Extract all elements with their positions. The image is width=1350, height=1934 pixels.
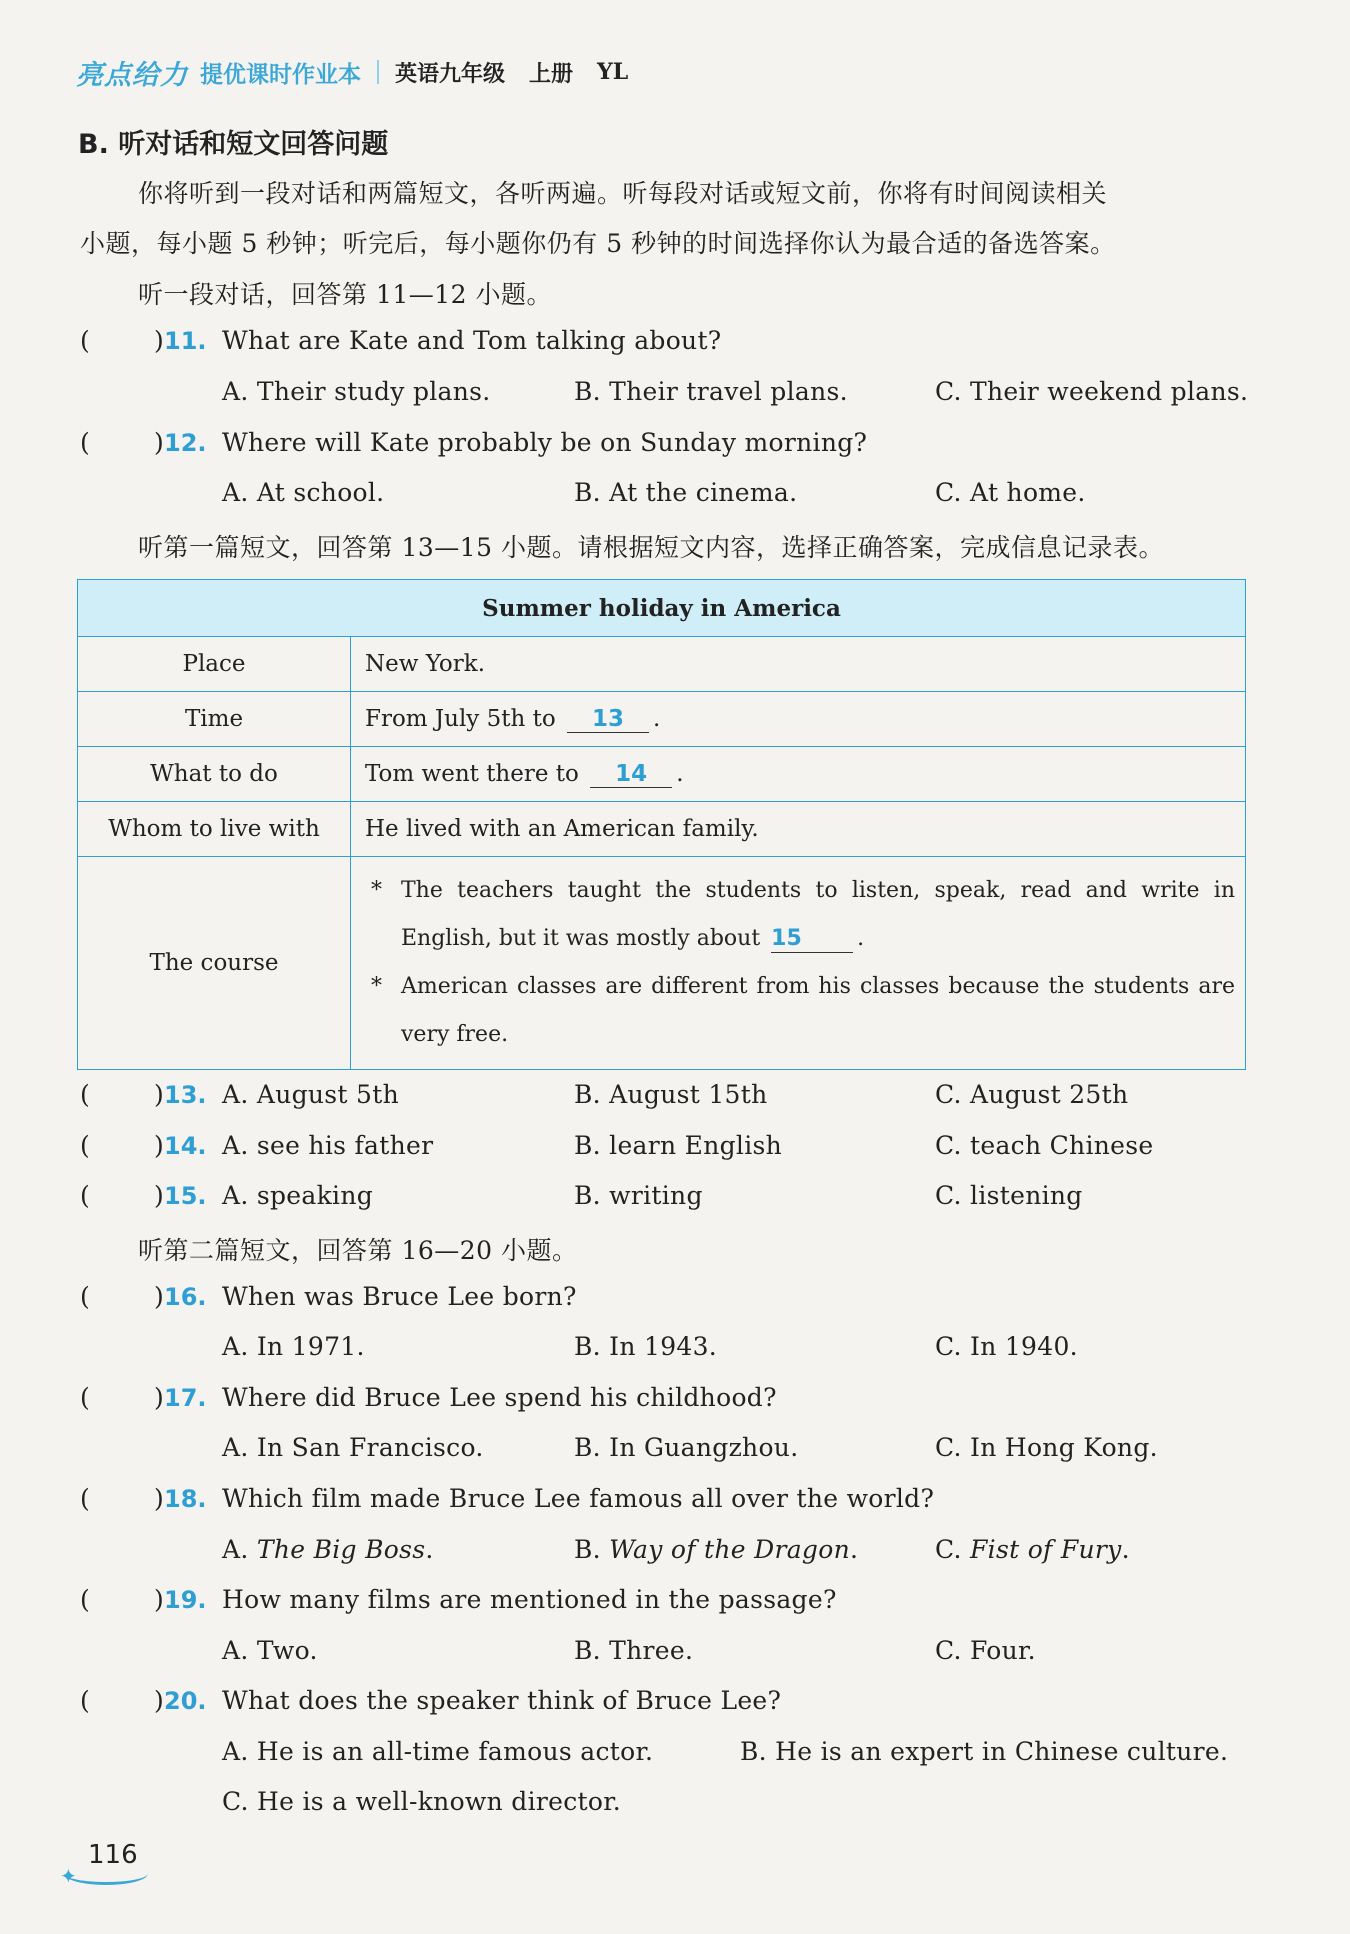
option-b[interactable]: B. writing (574, 1181, 703, 1210)
option-period: . (425, 1535, 434, 1564)
question-text: Where did Bruce Lee spend his childhood? (222, 1383, 777, 1412)
option-a[interactable]: A. In 1971. (222, 1332, 365, 1361)
option-a[interactable]: A. He is an all-time famous actor. (222, 1737, 654, 1766)
film-title: The Big Boss (256, 1535, 426, 1564)
answer-bracket-open[interactable]: ( (80, 1181, 90, 1210)
option-a[interactable]: A. see his father (222, 1131, 434, 1160)
answer-bracket-close: ) (154, 1131, 164, 1160)
row-value-text: Tom went there to (365, 760, 579, 787)
answer-bracket-open[interactable]: ( (80, 1131, 90, 1160)
table-row (78, 692, 1246, 747)
volume-label: 上册 (529, 61, 574, 87)
option-a[interactable]: A. August 5th (222, 1080, 399, 1109)
option-c[interactable]: C. Their weekend plans. (935, 377, 1249, 406)
option-a[interactable] (222, 1535, 434, 1564)
option-b[interactable]: B. He is an expert in Chinese culture. (740, 1737, 1229, 1766)
page-header (76, 52, 628, 92)
question-text: Where will Kate probably be on Sunday morning? (222, 428, 868, 457)
option-b[interactable]: B. In Guangzhou. (574, 1433, 799, 1462)
course-details (351, 857, 1246, 1070)
answer-bracket-close: ) (154, 428, 164, 457)
instructions-line-1: 你将听到一段对话和两篇短文，各听两遍。听每段对话或短文前，你将有时间阅读相关 (138, 179, 1108, 208)
option-c[interactable] (935, 1535, 1130, 1564)
table-row (78, 802, 1246, 857)
question-text: Which film made Bruce Lee famous all over the world? (222, 1484, 935, 1513)
course-bullet-1 (371, 867, 1235, 963)
answer-bracket-open[interactable]: ( (80, 326, 90, 355)
option-b[interactable]: B. August 15th (574, 1080, 768, 1109)
question-text: What does the speaker think of Bruce Lee? (222, 1686, 782, 1715)
passage1-instruction: 听第一篇短文，回答第 13—15 小题。请根据短文内容，选择正确答案，完成信息记录表。 (138, 533, 1165, 562)
question-number: 17. (164, 1384, 207, 1412)
row-label: Place (78, 637, 351, 692)
table-row (78, 637, 1246, 692)
answer-bracket-open[interactable]: ( (80, 1585, 90, 1614)
answer-bracket-open[interactable]: ( (80, 1686, 90, 1715)
question-text: What are Kate and Tom talking about? (222, 326, 722, 355)
option-a[interactable]: A. Two. (222, 1636, 318, 1665)
option-c[interactable]: C. August 25th (935, 1080, 1129, 1109)
row-value (351, 747, 1246, 802)
row-label: The course (78, 857, 351, 1070)
option-a[interactable]: A. speaking (222, 1181, 374, 1210)
answer-bracket-close: ) (154, 1484, 164, 1513)
option-b[interactable]: B. learn English (574, 1131, 783, 1160)
option-c[interactable]: C. At home. (935, 478, 1086, 507)
option-c[interactable]: C. In Hong Kong. (935, 1433, 1158, 1462)
row-value: He lived with an American family. (351, 802, 1246, 857)
table-row (78, 857, 1246, 1070)
bullet-period: . (857, 926, 865, 951)
row-value (351, 692, 1246, 747)
film-title: Way of the Dragon (609, 1535, 850, 1564)
row-label: What to do (78, 747, 351, 802)
option-b[interactable] (574, 1535, 858, 1564)
answer-bracket-open[interactable]: ( (80, 1080, 90, 1109)
option-c[interactable]: C. He is a well-known director. (222, 1787, 621, 1816)
option-a[interactable]: A. At school. (222, 478, 385, 507)
option-c[interactable]: C. listening (935, 1181, 1083, 1210)
answer-bracket-close: ) (154, 1585, 164, 1614)
edition-label: YL (597, 59, 629, 85)
question-number: 16. (164, 1283, 207, 1311)
option-period: . (1121, 1535, 1130, 1564)
option-b[interactable]: B. At the cinema. (574, 478, 798, 507)
question-number: 12. (164, 429, 207, 457)
answer-bracket-close: ) (154, 1181, 164, 1210)
blank-15[interactable]: 15 (771, 926, 853, 953)
option-letter: B. (574, 1535, 610, 1564)
brand-logo: 亮点给力 (76, 59, 188, 91)
question-number: 13. (164, 1081, 207, 1109)
question-number: 14. (164, 1132, 207, 1160)
question-text: How many films are mentioned in the passage? (222, 1585, 837, 1614)
book-subtitle: 提优课时作业本 (200, 61, 361, 88)
answer-bracket-close: ) (154, 1282, 164, 1311)
option-b[interactable]: B. Three. (574, 1636, 694, 1665)
table-row (78, 747, 1246, 802)
table-title: Summer holiday in America (78, 580, 1246, 637)
row-label: Whom to live with (78, 802, 351, 857)
option-period: . (849, 1535, 859, 1564)
question-number: 15. (164, 1182, 207, 1210)
row-value-text: From July 5th to (365, 705, 556, 732)
answer-bracket-close: ) (154, 326, 164, 355)
answer-bracket-close: ) (154, 1383, 164, 1412)
blank-14[interactable]: 14 (590, 761, 672, 788)
header-divider (377, 60, 379, 84)
row-label: Time (78, 692, 351, 747)
option-c[interactable]: C. teach Chinese (935, 1131, 1154, 1160)
option-a[interactable]: A. Their study plans. (222, 377, 491, 406)
question-number: 19. (164, 1586, 207, 1614)
option-c[interactable]: C. Four. (935, 1636, 1036, 1665)
option-a[interactable]: A. In San Francisco. (222, 1433, 484, 1462)
page-number: 116 (88, 1840, 138, 1870)
dialogue-instruction: 听一段对话，回答第 11—12 小题。 (138, 280, 553, 309)
course-bullet-2 (371, 963, 1235, 1059)
bullet-text: The teachers taught the students to listen, speak, read and write in English, but it was mostly about (401, 878, 1235, 951)
sparkle-icon: ✦ (60, 1864, 77, 1888)
bullet-star: * (371, 878, 382, 903)
question-number: 11. (164, 327, 207, 355)
film-title: Fist of Fury (970, 1535, 1122, 1564)
question-text: When was Bruce Lee born? (222, 1282, 577, 1311)
answer-bracket-close: ) (154, 1686, 164, 1715)
row-value-period: . (653, 705, 661, 732)
blank-13[interactable]: 13 (567, 706, 649, 733)
bullet-star: * (371, 974, 382, 999)
option-letter: A. (222, 1535, 257, 1564)
option-c[interactable]: C. In 1940. (935, 1332, 1078, 1361)
grade-label: 英语九年级 (395, 61, 506, 87)
answer-bracket-open[interactable]: ( (80, 1282, 90, 1311)
option-b[interactable]: B. Their travel plans. (574, 377, 848, 406)
section-title: B. 听对话和短文回答问题 (78, 129, 389, 160)
answer-bracket-open[interactable]: ( (80, 428, 90, 457)
question-number: 20. (164, 1687, 207, 1715)
option-b[interactable]: B. In 1943. (574, 1332, 718, 1361)
option-letter: C. (935, 1535, 971, 1564)
instructions-line-2: 小题，每小题 5 秒钟；听完后，每小题你仍有 5 秒钟的时间选择你认为最合适的备选答案。 (80, 229, 1116, 258)
answer-bracket-close: ) (154, 1080, 164, 1109)
answer-bracket-open[interactable]: ( (80, 1383, 90, 1412)
answer-bracket-open[interactable]: ( (80, 1484, 90, 1513)
info-record-table (77, 579, 1246, 1070)
passage2-instruction: 听第二篇短文，回答第 16—20 小题。 (138, 1236, 578, 1265)
row-value-period: . (676, 760, 684, 787)
bullet-text: American classes are different from his classes because the students are very free. (401, 974, 1235, 1047)
question-number: 18. (164, 1485, 207, 1513)
row-value: New York. (351, 637, 1246, 692)
